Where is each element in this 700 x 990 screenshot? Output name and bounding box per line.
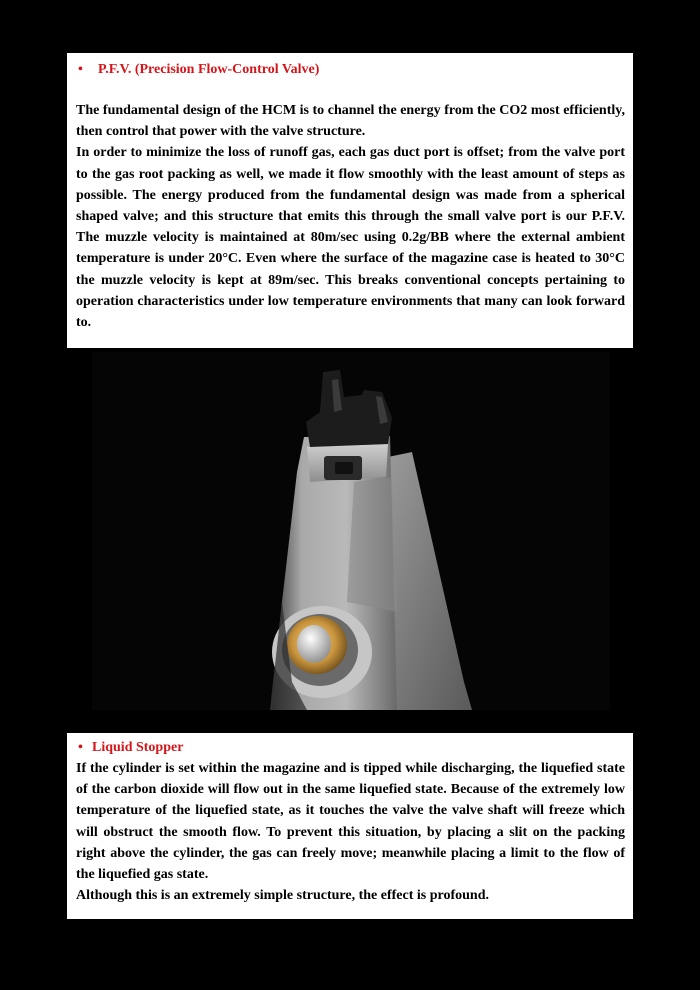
pfv-section [67,53,633,348]
pfv-body [76,100,625,333]
liquid-stopper-title: Liquid Stopper [92,740,184,755]
liquid-stopper-heading [76,738,625,758]
magazine-valve-photo [92,352,610,710]
bullet-icon: • [78,740,83,755]
bullet-icon: • [78,62,83,77]
pfv-heading [76,60,625,80]
liquid-stopper-paragraph-2: Although this is an extremely simple structure, the effect is profound. [76,888,489,904]
liquid-stopper-body [76,758,625,906]
pfv-paragraph-1: The fundamental design of the HCM is to channel the energy from the CO2 most efficiently, then control that power with the valve structure. [76,103,625,140]
pfv-paragraph-2: In order to minimize the loss of runoff gas, each gas duct port is offset; from the valve port to the gas root packing as well, we made it flow smoothly with the least amount of steps as possible. The energy produced from the fundamental design was made from a spherical shaped valve; and this structure that emits this through the small valve port is our P.F.V. The muzzle velocity is maintained at 80m/sec using 0.2g/BB where the external ambient temperature is under 20°C. Even where the surface of the magazine case is heated to 30°C the muzzle velocity is kept at 89m/sec. This breaks conventional concepts pertaining to operation characteristics under low temperature environments that many can look forward to. [76,145,625,331]
liquid-stopper-paragraph-1: If the cylinder is set within the magazine and is tipped while discharging, the liquefied state of the carbon dioxide will flow out in the same liquefied state. Because of the extremely low temperature of the liquefied state, as it touches the valve the valve shaft will freeze which will obstruct the smooth flow. To prevent this situation, by placing a slit on the packing right above the cylinder, the gas can freely move; meanwhile placing a limit to the flow of the liquefied gas state. [76,761,625,883]
liquid-stopper-section [67,733,633,919]
pfv-title: P.F.V. (Precision Flow-Control Valve) [98,62,320,77]
